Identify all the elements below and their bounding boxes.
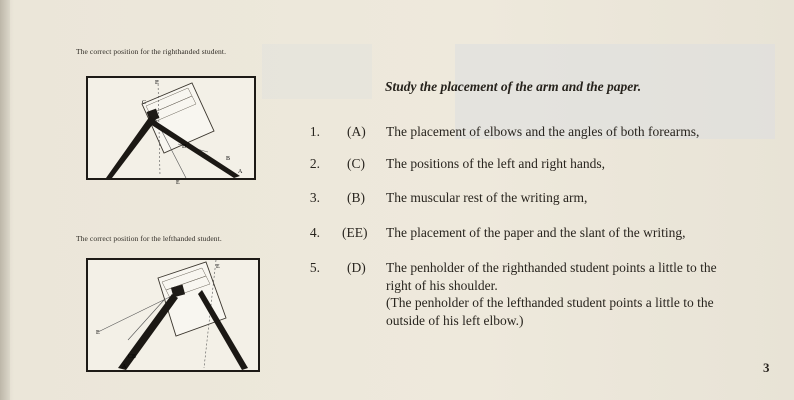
label-e-bottom: E: [176, 180, 180, 186]
paper-sheet: [158, 262, 226, 336]
item-number: 2.: [309, 156, 320, 171]
label-e-top: E: [216, 264, 220, 270]
item-text: outside of his left elbow.): [386, 313, 524, 328]
figure-righthanded-drawing: [88, 78, 254, 186]
figure-lefthanded: [86, 258, 260, 372]
left-forearm: [106, 116, 156, 178]
label-c: C: [142, 100, 147, 106]
item-text: The muscular rest of the writing arm,: [386, 190, 588, 205]
figure-righthanded: [86, 76, 256, 186]
section-heading: Study the placement of the arm and the paper.: [385, 79, 642, 94]
item-code: (B): [347, 190, 365, 205]
item-code: (A): [347, 124, 366, 139]
left-forearm: [118, 294, 178, 370]
item-number: 4.: [309, 225, 320, 240]
label-e-top: E: [155, 80, 159, 86]
figure-lefthanded-drawing: [88, 260, 258, 370]
item-code: (C): [347, 156, 365, 171]
label-cb: CB: [128, 354, 137, 360]
item-text: right of his shoulder.: [386, 278, 498, 293]
right-forearm: [198, 290, 248, 370]
item-text: The placement of the paper and the slant of the writing,: [386, 225, 686, 240]
label-b: B: [226, 156, 231, 162]
caption-righthanded: The correct position for the righthanded student.: [76, 47, 227, 56]
item-text: The placement of elbows and the angles of both forearms,: [386, 124, 700, 139]
label-d: D: [182, 144, 187, 150]
item-number: 3.: [309, 190, 320, 205]
item-text: The penholder of the righthanded student points a little to the: [386, 260, 717, 275]
label-a: A: [122, 364, 127, 370]
item-code: (EE): [342, 225, 368, 240]
page-number: 3: [763, 360, 770, 375]
item-text: (The penholder of the lefthanded student points a little to the: [386, 295, 714, 310]
page-spine: [0, 0, 10, 400]
caption-lefthanded: The correct position for the lefthanded student.: [76, 234, 222, 243]
item-text: The positions of the left and right hands,: [386, 156, 605, 171]
bleed-through-panel: [262, 44, 372, 99]
label-e-left: E: [96, 330, 100, 336]
item-code: (D): [347, 260, 366, 275]
item-number: 5.: [309, 260, 320, 275]
item-number: 1.: [309, 124, 320, 139]
label-a: A: [238, 169, 243, 175]
